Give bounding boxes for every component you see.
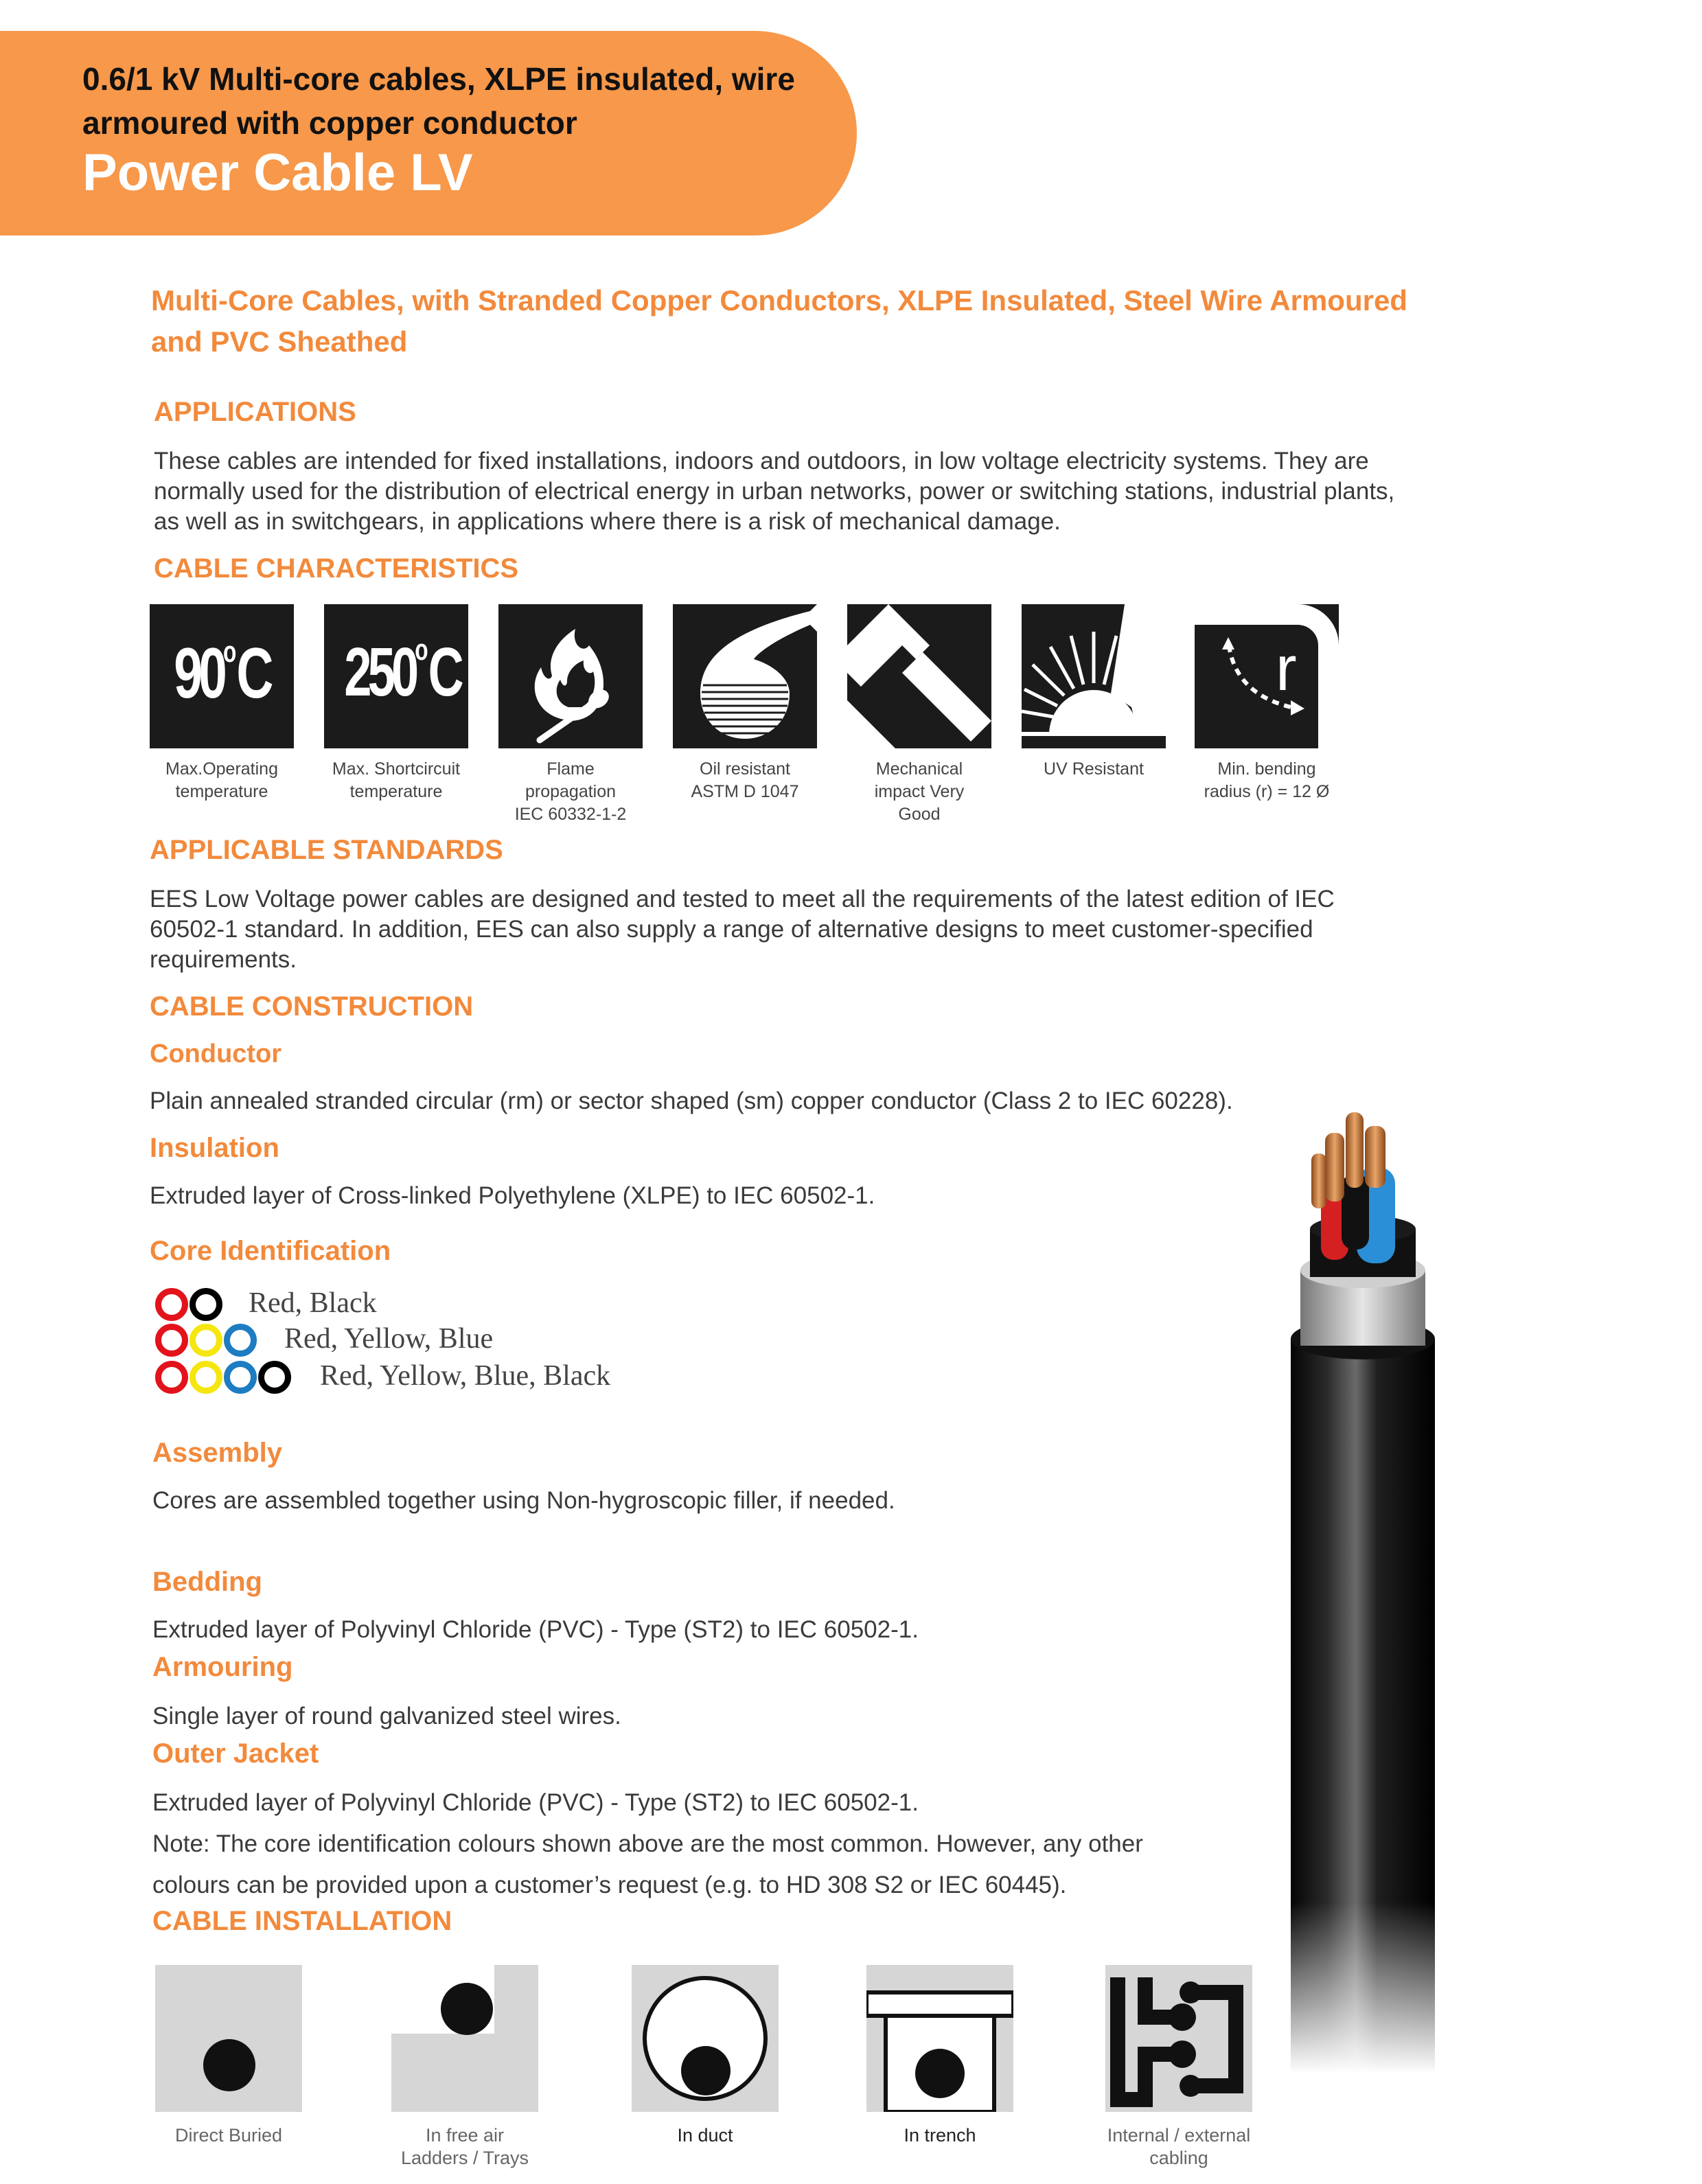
core-color-dot xyxy=(155,1288,188,1321)
flame-icon xyxy=(498,604,643,748)
trench-icon xyxy=(866,1965,1013,2112)
installation-caption: In free air xyxy=(425,2125,505,2146)
core-color-dot xyxy=(189,1361,222,1394)
bending-radius-icon xyxy=(1195,604,1339,748)
applications-line-1: These cables are intended for fixed installations, indoors and outdoors, in low voltage electricity systems. They are xyxy=(154,448,1369,474)
applications-heading: APPLICATIONS xyxy=(154,397,356,427)
installation-duct xyxy=(632,1965,779,2147)
characteristic-caption: UV Resistant xyxy=(1044,759,1144,779)
direct-buried-icon xyxy=(155,1965,302,2112)
installation-caption: In duct xyxy=(677,2125,733,2146)
bedding-heading: Bedding xyxy=(152,1567,262,1597)
standards-line-1: EES Low Voltage power cables are designed and tested to meet all the requirements of the latest edition of IEC xyxy=(150,886,1335,912)
installation-caption: Direct Buried xyxy=(174,2125,283,2146)
page-title: Power Cable LV xyxy=(82,143,473,202)
construction-heading: CABLE CONSTRUCTION xyxy=(150,991,474,1022)
standards-line-3: requirements. xyxy=(150,946,297,973)
core-row-4 xyxy=(155,1361,704,1395)
core-row-label: Red, Yellow, Blue xyxy=(284,1323,494,1355)
outer-jacket-text: Extruded layer of Polyvinyl Chloride (PVC) - Type (ST2) to IEC 60502-1. xyxy=(152,1789,919,1816)
core-color-dot xyxy=(189,1288,222,1321)
armouring-heading: Armouring xyxy=(152,1652,293,1682)
characteristic-flame xyxy=(498,604,643,826)
core-row-2 xyxy=(155,1288,567,1322)
temperature-250-icon xyxy=(324,604,468,748)
conductor-heading: Conductor xyxy=(150,1039,282,1068)
core-color-dot xyxy=(189,1324,222,1357)
applications-line-3: as well as in switchgears, in applications where there is a risk of mechanical damage. xyxy=(154,508,1061,535)
installation-trench xyxy=(866,1965,1013,2147)
temperature-90-icon xyxy=(150,604,294,748)
outer-jacket-note-2: colours can be provided upon a customer’s request (e.g. to HD 308 S2 or IEC 60445). xyxy=(152,1872,1067,1898)
oil-drop-icon xyxy=(673,604,817,748)
characteristic-caption: Flame propagation IEC 60332-1-2 xyxy=(514,759,627,824)
characteristic-operating-temp xyxy=(150,604,294,803)
core-color-dot xyxy=(224,1324,257,1357)
installation-caption-2: cabling xyxy=(1149,2148,1208,2168)
characteristic-uv xyxy=(1022,604,1166,781)
standards-line-2: 60502-1 standard. In addition, EES can also supply a range of alternative designs to meet customer-specified xyxy=(150,916,1313,943)
conductor-text: Plain annealed stranded circular (rm) or sector shaped (sm) copper conductor (Class 2 to IEC 60228). xyxy=(150,1088,1233,1114)
installation-internal-external xyxy=(1105,1965,1252,2170)
product-subtitle: Multi-Core Cables, with Stranded Copper Conductors, XLPE Insulated, Steel Wire Armoured and PVC Sheathed xyxy=(151,284,1407,358)
characteristic-caption: Mechanical impact Very Good xyxy=(874,759,965,824)
installation-caption: In trench xyxy=(904,2125,976,2146)
temp-value: 250 xyxy=(344,634,415,711)
core-row-label: Red, Black xyxy=(249,1287,377,1319)
characteristic-caption: Max. Shortcircuit temperature xyxy=(332,759,461,801)
installation-caption: Internal / external xyxy=(1107,2125,1251,2146)
core-color-dot xyxy=(258,1361,291,1394)
degree-mark: o xyxy=(415,633,428,667)
characteristic-mechanical xyxy=(847,604,991,826)
insulation-text: Extruded layer of Cross-linked Polyethylene (XLPE) to IEC 60502-1. xyxy=(150,1182,875,1209)
outer-jacket-heading: Outer Jacket xyxy=(152,1738,319,1769)
temp-unit: C xyxy=(428,634,460,711)
core-color-dot xyxy=(155,1361,188,1394)
applications-line-2: normally used for the distribution of electrical energy in urban networks, power or switching stations, industrial plants, xyxy=(154,478,1395,505)
hammer-icon xyxy=(847,604,991,748)
core-row-3 xyxy=(155,1324,636,1358)
core-color-dot xyxy=(224,1361,257,1394)
sun-icon xyxy=(1022,604,1166,748)
armouring-text: Single layer of round galvanized steel wires. xyxy=(152,1703,621,1729)
assembly-text: Cores are assembled together using Non-hygroscopic filler, if needed. xyxy=(152,1487,895,1514)
radius-letter: r xyxy=(1276,634,1297,704)
core-color-dot xyxy=(155,1324,188,1357)
core-identification-heading: Core Identification xyxy=(150,1236,391,1266)
cable-product-image xyxy=(1291,1112,1497,2073)
temp-unit: C xyxy=(236,634,270,713)
characteristic-bending xyxy=(1195,604,1339,803)
standards-heading: APPLICABLE STANDARDS xyxy=(150,835,503,865)
insulation-heading: Insulation xyxy=(150,1133,279,1163)
header-line-1: 0.6/1 kV Multi-core cables, XLPE insulated, wire xyxy=(82,61,795,97)
characteristic-shortcircuit-temp xyxy=(324,604,468,803)
installation-caption-2: Ladders / Trays xyxy=(400,2148,529,2168)
free-air-icon xyxy=(391,1965,538,2112)
bedding-text: Extruded layer of Polyvinyl Chloride (PVC) - Type (ST2) to IEC 60502-1. xyxy=(152,1616,919,1643)
characteristic-oil xyxy=(673,604,817,803)
degree-mark: o xyxy=(223,635,237,669)
installation-free-air xyxy=(391,1965,538,2170)
assembly-heading: Assembly xyxy=(152,1438,282,1468)
temp-value: 90 xyxy=(174,634,224,713)
core-row-label: Red, Yellow, Blue, Black xyxy=(320,1360,611,1392)
header-line-2: armoured with copper conductor xyxy=(82,105,577,141)
characteristic-caption: Min. bending radius (r) = 12 Ø xyxy=(1204,759,1330,801)
characteristic-caption: Oil resistant ASTM D 1047 xyxy=(691,759,799,801)
internal-external-icon xyxy=(1105,1965,1252,2112)
outer-jacket-note-1: Note: The core identification colours shown above are the most common. However, any other xyxy=(152,1830,1143,1857)
duct-icon xyxy=(632,1965,779,2112)
installation-direct-buried xyxy=(155,1965,302,2147)
installation-heading: CABLE INSTALLATION xyxy=(152,1906,452,1936)
characteristic-caption: Max.Operating temperature xyxy=(165,759,278,801)
characteristics-heading: CABLE CHARACTERISTICS xyxy=(154,553,519,584)
